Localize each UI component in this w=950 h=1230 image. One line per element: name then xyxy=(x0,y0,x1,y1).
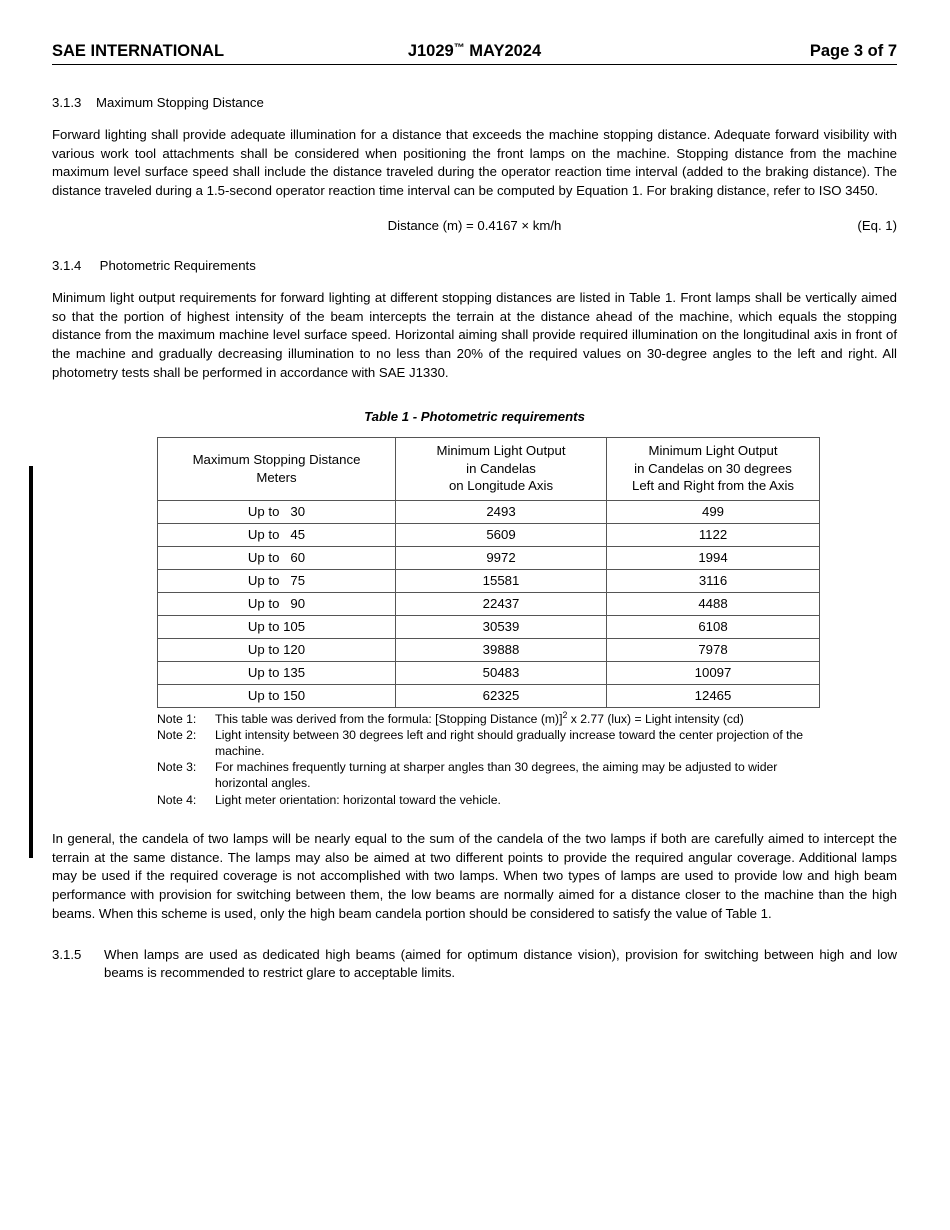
note-item xyxy=(157,759,817,791)
note-label: Note 3: xyxy=(157,760,197,775)
equation-1-number: (Eq. 1) xyxy=(857,217,897,233)
stopping-distance-value: Up to 105 xyxy=(247,618,306,634)
paragraph-closing: In general, the candela of two lamps will be nearly equal to the sum of the candela of the two lamps if both are carefully aimed to intercept the terrain at the same distance. The lamps may also be aimed at two different points to provide the required angular coverage. Additional lamps may be used if the required coverage is not accomplished with two lamps. When two types of lamps are used to provide low and high beam performance with provision for switching between them, the low beams are normally aimed for a distance closer to the machine than the high beams. When this scheme is used, only the high beam candela portion should be considered to satisfy the value of Table 1. xyxy=(52,830,897,921)
cell-thirty-degree-candelas: 1994 xyxy=(607,546,820,569)
header-page-number: Page 3 of 7 xyxy=(809,42,897,60)
cell-longitude-candelas: 15581 xyxy=(396,569,607,592)
table-header-thirty-degrees xyxy=(607,437,820,500)
cell-thirty-degree-candelas: 1122 xyxy=(607,523,820,546)
equation-1-row xyxy=(52,218,897,238)
table-notes xyxy=(157,711,817,808)
header-col2-line3: on Longitude Axis xyxy=(448,478,554,494)
table-row xyxy=(158,684,820,707)
cell-stopping-distance xyxy=(158,638,396,661)
note-text: For machines frequently turning at sharper angles than 30 degrees, the aiming may be adjusted to wider horizontal angles. xyxy=(215,760,778,791)
cell-stopping-distance xyxy=(158,615,396,638)
section-number-3-1-4: 3.1.4 xyxy=(52,257,82,273)
cell-thirty-degree-candelas: 10097 xyxy=(607,661,820,684)
cell-stopping-distance xyxy=(158,592,396,615)
header-col1-line2: Meters xyxy=(256,469,297,485)
note-text: This table was derived from the formula: [Stopping Distance (m)]$^2$ x 2.77 (lux) = Light intensity (cd) xyxy=(215,709,744,726)
section-number-3-1-3: 3.1.3 xyxy=(52,95,82,110)
section-3-1-5 xyxy=(52,946,897,983)
section-body-3-1-5: When lamps are used as dedicated high beams (aimed for optimum distance vision), provision for switching between high and low beams is recommended to restrict glare to acceptable limits. xyxy=(104,946,897,981)
cell-thirty-degree-candelas: 3116 xyxy=(607,569,820,592)
page-content xyxy=(52,95,897,983)
cell-longitude-candelas: 9972 xyxy=(396,546,607,569)
section-title-3-1-3: Maximum Stopping Distance xyxy=(96,95,264,110)
trademark-icon: ™ xyxy=(453,42,465,55)
note-label: Note 1: xyxy=(157,711,197,726)
note-item xyxy=(157,792,817,808)
table-row xyxy=(158,500,820,523)
cell-thirty-degree-candelas: 7978 xyxy=(607,638,820,661)
note-item xyxy=(157,727,817,759)
cell-longitude-candelas: 39888 xyxy=(396,638,607,661)
table-header-longitude-axis xyxy=(396,437,607,500)
photometric-requirements-table xyxy=(157,437,820,708)
stopping-distance-value: Up to 45 xyxy=(247,526,306,542)
cell-stopping-distance xyxy=(158,523,396,546)
note-superscript: 2 xyxy=(562,709,568,720)
header-doc-number: J1029 xyxy=(407,42,454,60)
page-header xyxy=(52,42,897,65)
cell-stopping-distance xyxy=(158,661,396,684)
cell-thirty-degree-candelas: 12465 xyxy=(607,684,820,707)
header-organization: SAE INTERNATIONAL xyxy=(52,42,225,60)
cell-longitude-candelas: 2493 xyxy=(396,500,607,523)
table-row xyxy=(158,615,820,638)
table-row xyxy=(158,546,820,569)
note-label: Note 4: xyxy=(157,792,197,807)
note-text: Light intensity between 30 degrees left and right should gradually increase toward the center projection of the machine. xyxy=(215,727,804,759)
section-title-3-1-4: Photometric Requirements xyxy=(99,257,256,273)
table-body xyxy=(158,500,820,707)
header-col2-line2: in Candelas xyxy=(466,460,536,476)
note-text: Light meter orientation: horizontal toward the vehicle. xyxy=(215,792,501,807)
section-heading-3-1-3 xyxy=(52,95,897,110)
table-header-row xyxy=(158,437,820,500)
stopping-distance-value: Up to 30 xyxy=(247,503,306,519)
header-col3-line1: Minimum Light Output xyxy=(648,443,778,459)
header-col2-line1: Minimum Light Output xyxy=(436,443,566,459)
cell-longitude-candelas: 30539 xyxy=(396,615,607,638)
table-row xyxy=(158,592,820,615)
stopping-distance-value: Up to 60 xyxy=(247,549,306,565)
cell-longitude-candelas: 62325 xyxy=(396,684,607,707)
revision-change-bar xyxy=(29,466,33,858)
stopping-distance-value: Up to 75 xyxy=(247,572,306,588)
cell-longitude-candelas: 50483 xyxy=(396,661,607,684)
header-col3-line2: in Candelas on 30 degrees xyxy=(634,460,792,476)
cell-stopping-distance xyxy=(158,500,396,523)
table-row xyxy=(158,569,820,592)
table-caption: Table 1 - Photometric requirements xyxy=(364,408,585,424)
cell-stopping-distance xyxy=(158,684,396,707)
table-header-stopping-distance xyxy=(158,437,396,500)
table-row xyxy=(158,638,820,661)
table-head xyxy=(158,437,820,500)
equation-1-body: Distance (m) = 0.4167 × km/h xyxy=(387,217,562,233)
paragraph-3-1-4: Minimum light output requirements for forward lighting at different stopping distances are listed in Table 1. Front lamps shall be vertically aimed so that the portion of highest intensity of the beam intercepts the terrain at the distance ahead of the machine, which equals the stopping distance from the maximum machine level surface speed. Horizontal aiming shall provide required illumination on the longitudinal axis in front of the machine and gradually decreasing illumination to no less than 20% of the required values on 30-degree angles to the left and right. All photometry tests shall be performed in accordance with SAE J1330. xyxy=(52,289,897,380)
cell-thirty-degree-candelas: 4488 xyxy=(607,592,820,615)
header-col1-line1: Maximum Stopping Distance xyxy=(192,452,361,468)
note-item xyxy=(157,711,817,727)
cell-thirty-degree-candelas: 6108 xyxy=(607,615,820,638)
cell-stopping-distance xyxy=(158,546,396,569)
cell-longitude-candelas: 5609 xyxy=(396,523,607,546)
stopping-distance-value: Up to 135 xyxy=(247,664,306,680)
paragraph-3-1-3: Forward lighting shall provide adequate illumination for a distance that exceeds the machine stopping distance. Adequate forward visibility with various work tool attachments shall be considered when positioning the front lamps on the machine. Stopping distance from the machine maximum level surface speed shall include the distance traveled during the operator reaction time interval (added to the braking distance). The distance traveled during a 1.5-second operator reaction time interval can be computed by Equation 1. For braking distance, refer to ISO 3450. xyxy=(52,127,897,199)
table-row xyxy=(158,661,820,684)
cell-longitude-candelas: 22437 xyxy=(396,592,607,615)
header-doc-date: MAY2024 xyxy=(464,42,542,60)
section-heading-3-1-4 xyxy=(52,258,897,273)
note-label: Note 2: xyxy=(157,727,197,742)
stopping-distance-value: Up to 120 xyxy=(247,641,306,657)
cell-thirty-degree-candelas: 499 xyxy=(607,500,820,523)
section-number-3-1-5: 3.1.5 xyxy=(52,946,82,962)
stopping-distance-value: Up to 150 xyxy=(247,687,306,703)
header-col3-line3: Left and Right from the Axis xyxy=(632,478,794,494)
stopping-distance-value: Up to 90 xyxy=(247,595,306,611)
table-row xyxy=(158,523,820,546)
cell-stopping-distance xyxy=(158,569,396,592)
